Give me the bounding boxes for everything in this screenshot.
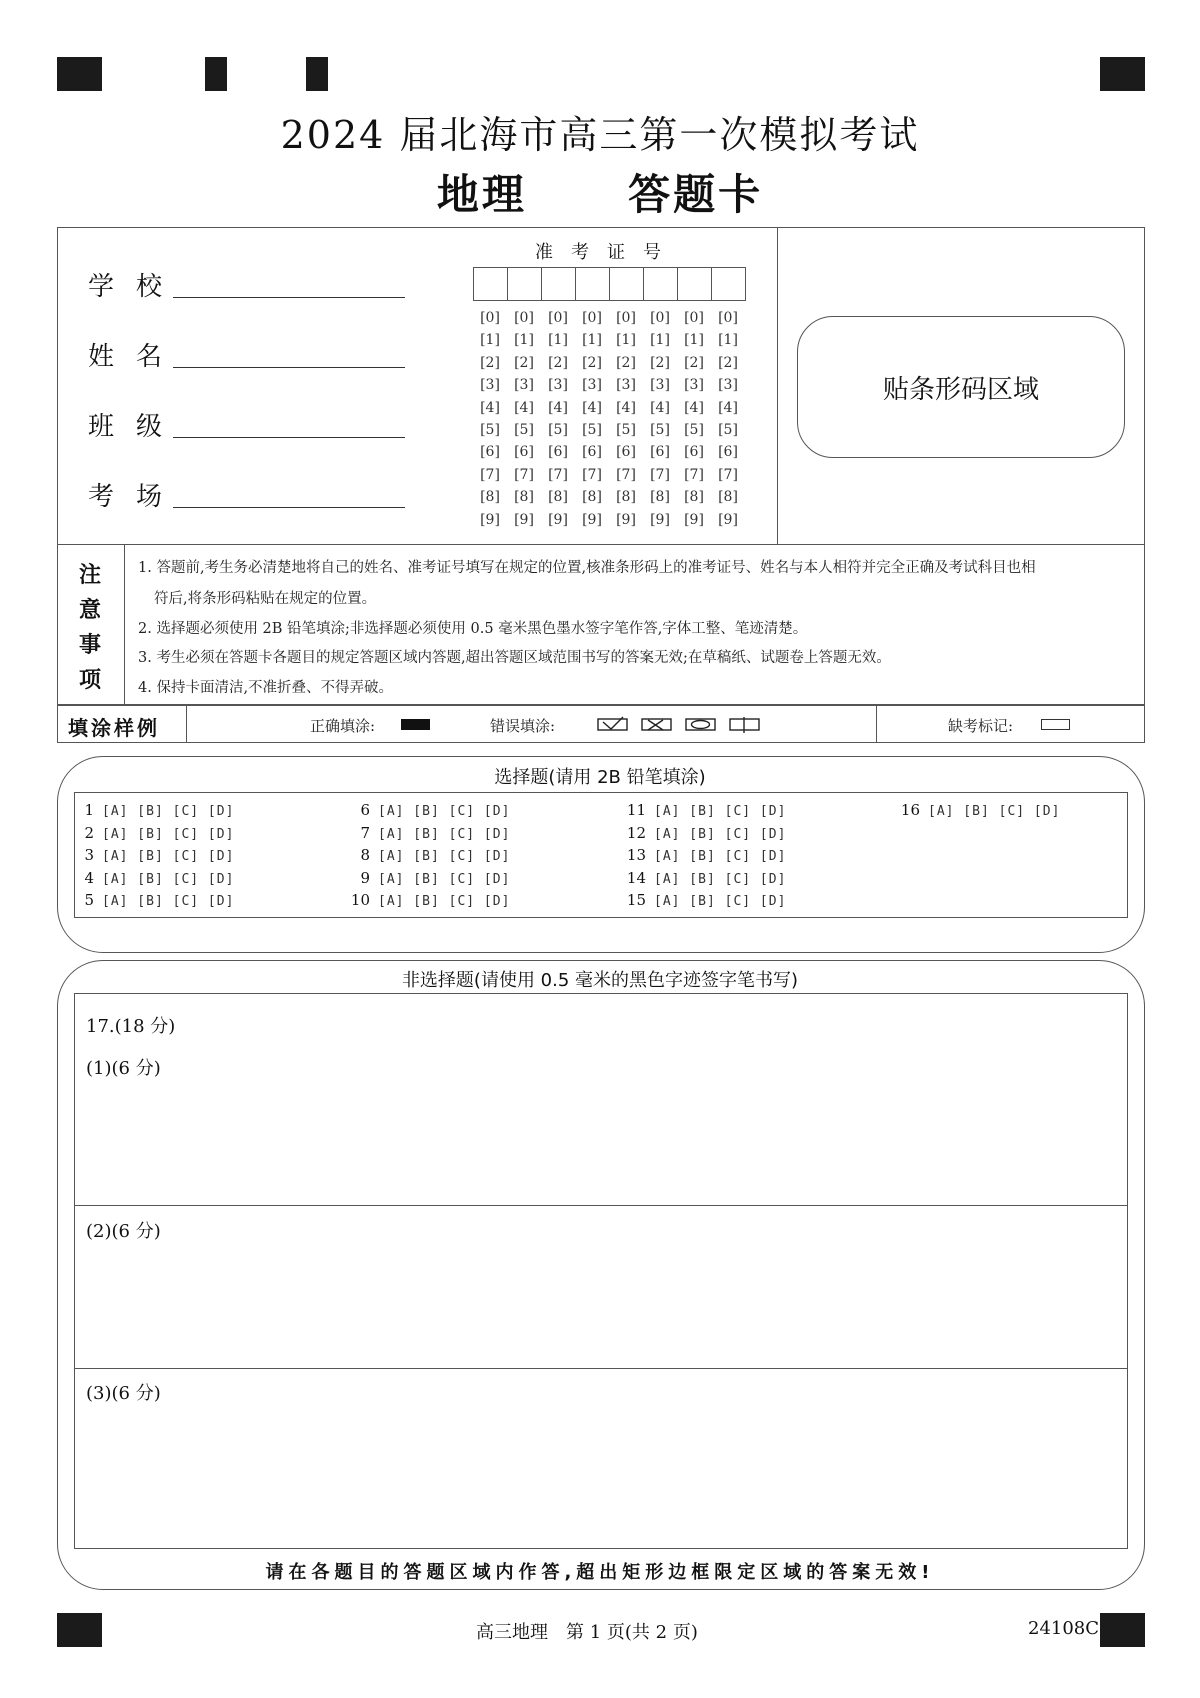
- id-digit-bubble[interactable]: [0]: [514, 310, 534, 326]
- id-digit-cell[interactable]: [677, 267, 712, 301]
- question-number: 10: [350, 891, 370, 910]
- id-digit-bubble[interactable]: [6]: [650, 444, 670, 461]
- room-label: 考场: [88, 482, 185, 512]
- id-digit-bubble[interactable]: [3]: [548, 377, 568, 394]
- id-digit-bubble[interactable]: [5]: [650, 422, 670, 438]
- question-number: 9: [360, 868, 370, 887]
- id-digit-bubble[interactable]: [9]: [480, 511, 500, 528]
- id-digit-bubble[interactable]: [2]: [718, 354, 738, 371]
- id-digit-bubble[interactable]: [4]: [480, 399, 500, 416]
- id-digit-cell[interactable]: [541, 267, 576, 301]
- id-digit-bubble[interactable]: [8]: [650, 489, 670, 506]
- class-label: 班级: [88, 412, 185, 442]
- id-digit-bubble[interactable]: [0]: [616, 310, 636, 326]
- answer-options[interactable]: [A] [B] [C] [D]: [378, 871, 511, 887]
- fill-sample-label: 填涂样例: [68, 716, 160, 740]
- id-digit-cell[interactable]: [609, 267, 644, 301]
- wrong-fill-label: 错误填涂:: [490, 717, 556, 735]
- class-field[interactable]: [173, 436, 405, 438]
- answer-options[interactable]: [A] [B] [C] [D]: [378, 826, 511, 842]
- id-digit-bubble[interactable]: [7]: [616, 466, 636, 483]
- id-digit-bubble[interactable]: [3]: [718, 377, 738, 394]
- subject-title: 地理: [436, 170, 527, 219]
- choice-question-row: [64, 869, 234, 887]
- id-digit-bubble[interactable]: [7]: [480, 466, 500, 483]
- choice-question-row: [616, 846, 786, 864]
- answer-options[interactable]: [A] [B] [C] [D]: [102, 826, 235, 842]
- choice-question-row: [616, 891, 786, 909]
- timing-mark: [1100, 1613, 1145, 1647]
- question-number: 1: [84, 801, 94, 819]
- answer-area[interactable]: [74, 993, 1128, 1549]
- card-title: [0, 162, 1200, 222]
- choice-question-row: [64, 824, 234, 842]
- id-digit-bubble[interactable]: [8]: [582, 489, 602, 506]
- question-number: 4: [84, 868, 94, 887]
- question-number: 15: [626, 891, 646, 910]
- choice-question-row: [64, 891, 234, 909]
- answer-options[interactable]: [A] [B] [C] [D]: [102, 894, 235, 910]
- id-digit-cell[interactable]: [711, 267, 746, 301]
- choice-question-row: [616, 824, 786, 842]
- id-digit-bubble[interactable]: [2]: [548, 354, 568, 371]
- absent-mark-box[interactable]: [1041, 719, 1070, 730]
- question-number: 7: [360, 823, 370, 842]
- id-digit-bubble[interactable]: [4]: [718, 399, 738, 416]
- choice-section-title: 选择题(请用 2B 铅笔填涂): [494, 767, 706, 788]
- divider: [186, 705, 187, 743]
- timing-mark: [205, 57, 227, 91]
- choice-question-row: [340, 846, 510, 864]
- answer-options[interactable]: [A] [B] [C] [D]: [654, 804, 787, 819]
- id-digit-bubble[interactable]: [3]: [650, 377, 670, 394]
- id-digit-bubble[interactable]: [8]: [684, 489, 704, 506]
- timing-mark: [1100, 57, 1145, 91]
- id-digit-bubble[interactable]: [8]: [514, 489, 534, 506]
- id-digit-bubble[interactable]: [7]: [548, 466, 568, 483]
- id-digit-bubble[interactable]: [6]: [548, 444, 568, 461]
- id-digit-bubble[interactable]: [2]: [650, 354, 670, 371]
- id-digit-bubble[interactable]: [2]: [480, 354, 500, 371]
- question-number: 5: [84, 891, 94, 910]
- id-digit-bubble[interactable]: [6]: [616, 444, 636, 461]
- id-digit-cell[interactable]: [575, 267, 610, 301]
- id-digit-bubble[interactable]: [0]: [684, 310, 704, 326]
- id-digit-bubble[interactable]: [5]: [616, 422, 636, 438]
- answer-options[interactable]: [A] [B] [C] [D]: [378, 894, 511, 910]
- id-title: 准考证号: [535, 242, 679, 263]
- id-digit-bubble[interactable]: [7]: [650, 466, 670, 483]
- barcode-label: 贴条形码区域: [882, 374, 1039, 405]
- id-digit-bubble[interactable]: [5]: [548, 422, 568, 438]
- id-digit-bubble[interactable]: [9]: [616, 511, 636, 528]
- answer-options[interactable]: [A] [B] [C] [D]: [378, 849, 511, 865]
- timing-mark: [306, 57, 328, 91]
- question-number: 12: [626, 823, 646, 842]
- part-2-label: (2)(6 分): [86, 1221, 161, 1242]
- id-digit-bubble[interactable]: [0]: [548, 310, 568, 326]
- id-digit-bubble[interactable]: [5]: [684, 422, 704, 438]
- choice-question-row: [340, 891, 510, 909]
- note-item: 2. 选择题必须使用 2B 铅笔填涂;非选择题必须使用 0.5 毫米黑色墨水签字笔作答,字体工整、笔迹清楚。: [138, 621, 808, 637]
- id-digit-bubble[interactable]: [0]: [480, 310, 500, 326]
- id-digit-bubble[interactable]: [9]: [718, 511, 738, 528]
- question-number: 2: [84, 823, 94, 842]
- barcode-area: [797, 316, 1125, 458]
- id-digit-bubble[interactable]: [3]: [582, 377, 602, 394]
- wrong-fill-marks: [597, 716, 762, 734]
- name-label: 姓名: [88, 342, 185, 372]
- school-field[interactable]: [173, 296, 405, 298]
- choice-question-row: [616, 869, 786, 887]
- id-digit-bubble[interactable]: [4]: [582, 399, 602, 416]
- choice-question-row: [340, 869, 510, 887]
- id-digit-bubble[interactable]: [1]: [684, 332, 704, 349]
- choice-question-row: [890, 801, 1060, 819]
- id-digit-bubble[interactable]: [6]: [514, 444, 534, 461]
- id-digit-bubble[interactable]: [5]: [582, 422, 602, 438]
- id-digit-bubble[interactable]: [9]: [548, 511, 568, 528]
- id-digit-cell[interactable]: [473, 267, 508, 301]
- timing-mark: [57, 1613, 102, 1647]
- id-digit-bubble[interactable]: [3]: [616, 377, 636, 394]
- id-digit-bubble[interactable]: [1]: [650, 332, 670, 349]
- question-number: 8: [360, 846, 370, 865]
- room-field[interactable]: [173, 506, 405, 508]
- id-digit-bubble[interactable]: [0]: [650, 310, 670, 326]
- id-digit-bubble[interactable]: [5]: [718, 422, 738, 438]
- part-1-label: (1)(6 分): [86, 1058, 161, 1079]
- choice-question-row: [340, 801, 510, 819]
- notes-heading: 注 意 事 项: [78, 563, 101, 693]
- answer-options[interactable]: [A] [B] [C] [D]: [654, 849, 787, 865]
- note-item: 3. 考生必须在答题卡各题目的规定答题区域内答题,超出答题区域范围书写的答案无效;在草稿纸、试题卷上答题无效。: [138, 650, 891, 666]
- divider: [74, 1368, 1128, 1369]
- page-info: 高三地理 第 1 页(共 2 页): [476, 1622, 698, 1643]
- answer-card-title: 答题卡: [628, 170, 764, 219]
- id-digit-bubble[interactable]: [4]: [650, 399, 670, 416]
- id-digit-bubble[interactable]: [2]: [684, 354, 704, 371]
- id-digit-bubble[interactable]: [4]: [616, 399, 636, 416]
- note-item: 符后,将条形码粘贴在规定的位置。: [154, 591, 377, 607]
- question-number: 13: [626, 846, 646, 865]
- id-digit-bubble[interactable]: [3]: [480, 377, 500, 394]
- id-digit-bubble[interactable]: [6]: [480, 444, 500, 461]
- id-digit-bubble[interactable]: [6]: [718, 444, 738, 461]
- choice-question-row: [616, 801, 786, 819]
- id-digit-bubble[interactable]: [9]: [684, 511, 704, 528]
- id-digit-bubble[interactable]: [7]: [582, 466, 602, 483]
- question-17-label: 17.(18 分): [86, 1016, 176, 1037]
- id-digit-cell[interactable]: [507, 267, 542, 301]
- note-item: 4. 保持卡面清洁,不准折叠、不得弄破。: [138, 680, 394, 696]
- choice-question-row: [64, 846, 234, 864]
- nonchoice-section-title: 非选择题(请使用 0.5 毫米的黑色字迹签字笔书写): [401, 970, 799, 991]
- id-digit-bubble[interactable]: [7]: [514, 466, 534, 483]
- note-item: 1. 答题前,考生务必清楚地将自己的姓名、准考证号填写在规定的位置,核准条形码上的准考证号、姓名与本人相符并完全正确及考试科目也相: [138, 560, 1036, 576]
- id-digit-cell[interactable]: [643, 267, 678, 301]
- id-digit-bubble[interactable]: [7]: [684, 466, 704, 483]
- answer-options[interactable]: [A] [B] [C] [D]: [102, 871, 235, 887]
- id-digit-bubble[interactable]: [3]: [684, 377, 704, 394]
- question-number: 11: [626, 801, 646, 819]
- answer-options[interactable]: [A] [B] [C] [D]: [102, 849, 235, 865]
- correct-fill-mark: [401, 719, 430, 730]
- id-digit-bubble[interactable]: [2]: [514, 354, 534, 371]
- id-digit-bubble[interactable]: [4]: [548, 399, 568, 416]
- answer-options[interactable]: [A] [B] [C] [D]: [654, 826, 787, 842]
- answer-options[interactable]: [A] [B] [C] [D]: [378, 804, 511, 819]
- id-digit-bubble[interactable]: [8]: [616, 489, 636, 506]
- id-digit-bubble[interactable]: [5]: [514, 422, 534, 438]
- id-digit-bubble[interactable]: [1]: [718, 332, 738, 349]
- id-digit-bubble[interactable]: [6]: [684, 444, 704, 461]
- id-digit-bubble[interactable]: [8]: [548, 489, 568, 506]
- id-digit-bubble[interactable]: [9]: [514, 511, 534, 528]
- id-digit-bubble[interactable]: [6]: [582, 444, 602, 461]
- answer-options[interactable]: [A] [B] [C] [D]: [928, 804, 1061, 819]
- answer-options[interactable]: [A] [B] [C] [D]: [654, 871, 787, 887]
- correct-fill-label: 正确填涂:: [310, 717, 376, 735]
- id-digit-bubble[interactable]: [1]: [480, 332, 500, 349]
- timing-mark: [57, 57, 102, 91]
- divider: [876, 705, 877, 743]
- question-number: 3: [84, 846, 94, 865]
- id-digit-bubble[interactable]: [0]: [718, 310, 738, 326]
- question-number: 6: [360, 801, 370, 819]
- id-digit-bubble[interactable]: [0]: [582, 310, 602, 326]
- id-digit-bubble[interactable]: [1]: [616, 332, 636, 349]
- id-digit-bubble[interactable]: [8]: [480, 489, 500, 506]
- card-code: 24108C: [1028, 1618, 1100, 1639]
- answer-options[interactable]: [A] [B] [C] [D]: [654, 894, 787, 910]
- id-digit-bubble[interactable]: [4]: [684, 399, 704, 416]
- id-digit-bubble[interactable]: [5]: [480, 422, 500, 438]
- name-field[interactable]: [173, 366, 405, 368]
- divider: [777, 227, 778, 545]
- divider: [74, 1205, 1128, 1206]
- question-number: 14: [626, 868, 646, 887]
- exam-title: 2024 届北海市高三第一次模拟考试: [280, 113, 920, 157]
- id-digit-bubble[interactable]: [9]: [650, 511, 670, 528]
- id-digit-bubble[interactable]: [2]: [582, 354, 602, 371]
- answer-area-warning: 请在各题目的答题区域内作答,超出矩形边框限定区域的答案无效!: [265, 1562, 935, 1583]
- id-digit-bubble[interactable]: [1]: [548, 332, 568, 349]
- id-digit-bubble[interactable]: [4]: [514, 399, 534, 416]
- id-digit-bubble[interactable]: [7]: [718, 466, 738, 483]
- choice-question-row: [340, 824, 510, 842]
- question-number: 16: [900, 801, 920, 819]
- id-digit-bubble[interactable]: [1]: [514, 332, 534, 349]
- divider: [124, 545, 125, 705]
- answer-options[interactable]: [A] [B] [C] [D]: [102, 804, 235, 819]
- absent-mark-label: 缺考标记:: [948, 717, 1014, 735]
- choice-question-row: [64, 801, 234, 819]
- id-digit-bubble[interactable]: [8]: [718, 489, 738, 506]
- id-digit-bubble[interactable]: [9]: [582, 511, 602, 528]
- school-label: 学校: [88, 272, 185, 302]
- id-digit-bubble[interactable]: [1]: [582, 332, 602, 349]
- id-digit-bubble[interactable]: [2]: [616, 354, 636, 371]
- id-digit-bubble[interactable]: [3]: [514, 377, 534, 394]
- part-3-label: (3)(6 分): [86, 1383, 161, 1404]
